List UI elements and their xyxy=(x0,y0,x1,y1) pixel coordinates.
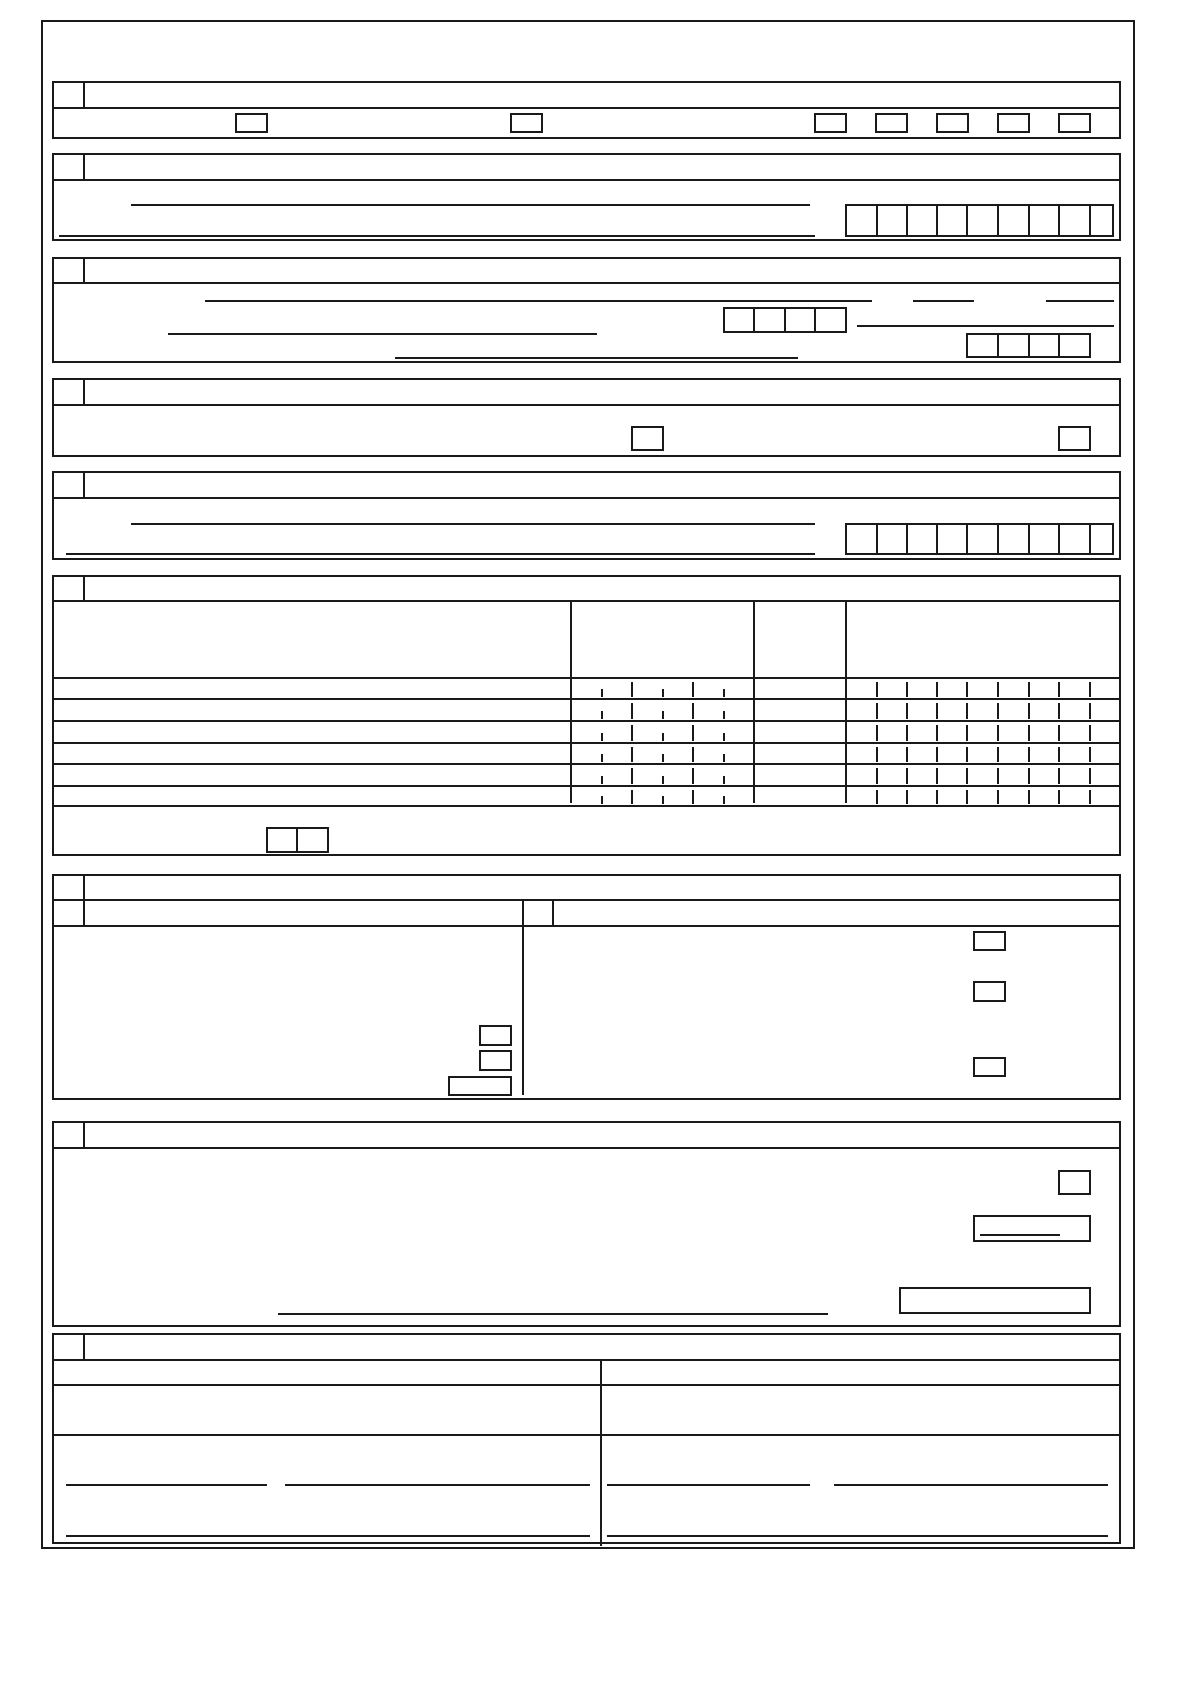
section-1-checkbox-1[interactable] xyxy=(236,114,267,132)
section-6-number-box xyxy=(53,576,84,601)
section-7-checkbox-b2[interactable] xyxy=(974,982,1005,1001)
section-3-digit-boxes-2[interactable] xyxy=(967,334,1090,357)
section-8-checkbox[interactable] xyxy=(1059,1171,1090,1194)
section-1-checkbox-4[interactable] xyxy=(876,114,907,132)
section-9-number-box xyxy=(53,1334,84,1360)
section-6 xyxy=(53,576,1120,855)
section-7-number-box xyxy=(53,875,84,900)
section-3-frame xyxy=(53,258,1120,362)
section-1-frame xyxy=(53,82,1120,138)
section-1 xyxy=(53,82,1120,138)
page-border xyxy=(42,21,1134,1548)
section-2-frame xyxy=(53,154,1120,240)
section-9 xyxy=(53,1334,1120,1546)
section-7 xyxy=(53,875,1120,1099)
section-2-digit-boxes[interactable] xyxy=(846,205,1113,236)
section-1-checkbox-2[interactable] xyxy=(511,114,542,132)
section-6-frame xyxy=(53,576,1120,855)
section-5-number-box xyxy=(53,472,84,498)
section-4 xyxy=(53,379,1120,456)
section-4-frame xyxy=(53,379,1120,456)
section-3-number-box xyxy=(53,258,84,283)
section-4-checkbox-1[interactable] xyxy=(632,427,663,450)
section-4-number-box xyxy=(53,379,84,405)
section-7-checkbox-b1[interactable] xyxy=(974,932,1005,950)
section-8 xyxy=(53,1122,1120,1326)
section-6-digit-boxes[interactable] xyxy=(267,828,328,852)
section-2-number-box xyxy=(53,154,84,180)
section-3-digit-boxes-1[interactable] xyxy=(724,308,846,332)
section-5-digit-boxes[interactable] xyxy=(846,524,1113,554)
section-6-table xyxy=(53,601,1120,806)
section-7-checkbox-a1[interactable] xyxy=(480,1026,511,1045)
section-1-checkbox-7[interactable] xyxy=(1059,114,1090,132)
section-8-short-field[interactable] xyxy=(974,1216,1090,1241)
section-2 xyxy=(53,154,1120,240)
section-5-frame xyxy=(53,472,1120,559)
section-5 xyxy=(53,472,1120,559)
section-1-checkbox-5[interactable] xyxy=(937,114,968,132)
section-7-frame xyxy=(53,875,1120,1099)
section-3 xyxy=(53,258,1120,362)
section-4-checkbox-2[interactable] xyxy=(1059,427,1090,450)
section-7-subsection-a-number-box xyxy=(53,900,84,926)
section-1-checkbox-3[interactable] xyxy=(815,114,846,132)
section-1-number-box xyxy=(53,82,84,108)
section-9-frame xyxy=(53,1334,1120,1543)
section-7-checkbox-b3[interactable] xyxy=(974,1058,1005,1076)
section-7-subsection-b-number-box xyxy=(523,900,553,926)
section-7-small-field[interactable] xyxy=(449,1077,511,1095)
section-7-checkbox-a2[interactable] xyxy=(480,1051,511,1070)
section-8-frame xyxy=(53,1122,1120,1326)
section-8-number-box xyxy=(53,1122,84,1148)
section-8-wide-field[interactable] xyxy=(900,1288,1090,1313)
section-1-checkbox-6[interactable] xyxy=(998,114,1029,132)
